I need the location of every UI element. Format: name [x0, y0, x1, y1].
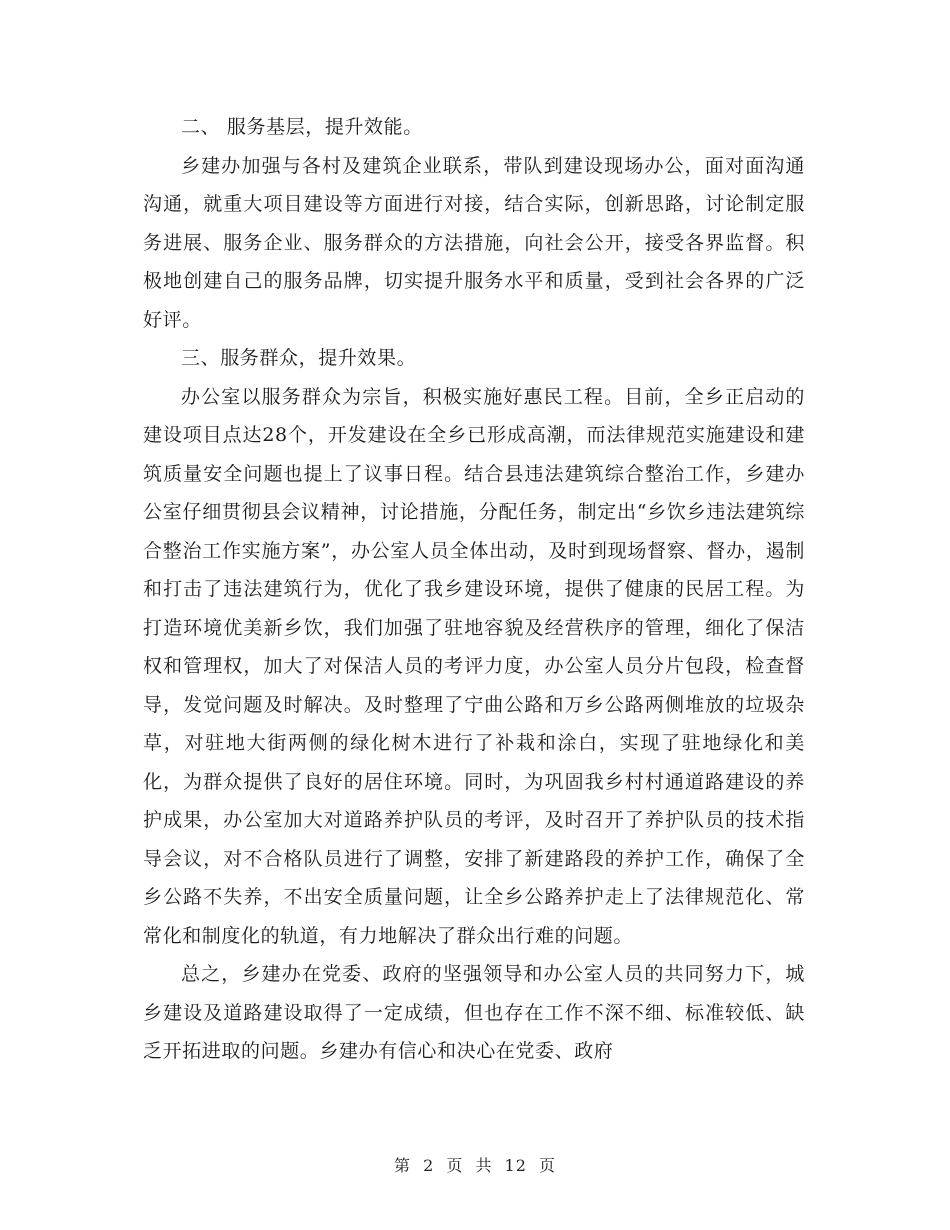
section-paragraph-2: 乡建办加强与各村及建筑企业联系，带队到建设现场办公，面对面沟通沟通，就重大项目建设等方面进行对接，结合实际，创新思路，讨论制定服务进展、服务企业、服务群众的方法措施，向社会公开，接受各界监督。积极地创建自己的服务品牌，切实提升服务水平和质量，受到社会各界的广泛好评。 — [143, 154, 805, 331]
document-body — [143, 108, 805, 1071]
page-number-footer: 第 2 页 共 12 页 — [394, 1156, 556, 1175]
section-heading-3: 三、服务群众，提升效果。 — [181, 347, 417, 369]
section-paragraph-3: 办公室以服务群众为宗旨，积极实施好惠民工程。目前，全乡正启动的建设项目点达28个，开发建设在全乡已形成高潮，而法律规范实施建设和建筑质量安全问题也提上了议事日程。结合县违法建筑综合整治工作，乡建办公室仔细贯彻县会议精神，讨论措施，分配任务，制定出“乡饮乡违法建筑综合整治工作实施方案”，办公室人员全体出动，及时到现场督察、督办，遏制和打击了违法建筑行为，优化了我乡建设环境，提供了健康的民居工程。为打造环境优美新乡饮，我们加强了驻地容貌及经营秩序的管理，细化了保洁权和管理权，加大了对保洁人员的考评力度，办公室人员分片包段，检查督导，发觉问题及时解决。及时整理了宁曲公路和万乡公路两侧堆放的垃圾杂草，对驻地大街两侧的绿化树木进行了补栽和涂白，实现了驻地绿化和美化，为群众提供了良好的居住环境。同时，为巩固我乡村村通道路建设的养护成果，办公室加大对道路养护队员的考评，及时召开了养护队员的技术指导会议，对不合格队员进行了调整，安排了新建路段的养护工作，确保了全乡公路不失养，不出安全质量问题，让全乡公路养护走上了法律规范化、常常化和制度化的轨道，有力地解决了群众出行难的问题。 — [143, 385, 805, 947]
section-heading-2: 二、 服务基层，提升效能。 — [181, 116, 423, 138]
conclusion-paragraph: 总之，乡建办在党委、政府的坚强领导和办公室人员的共同努力下，城乡建设及道路建设取得了一定成绩，但也存在工作不深不细、标准较低、缺乏开拓进取的问题。乡建办有信心和决心在党委、政府 — [143, 963, 805, 1062]
